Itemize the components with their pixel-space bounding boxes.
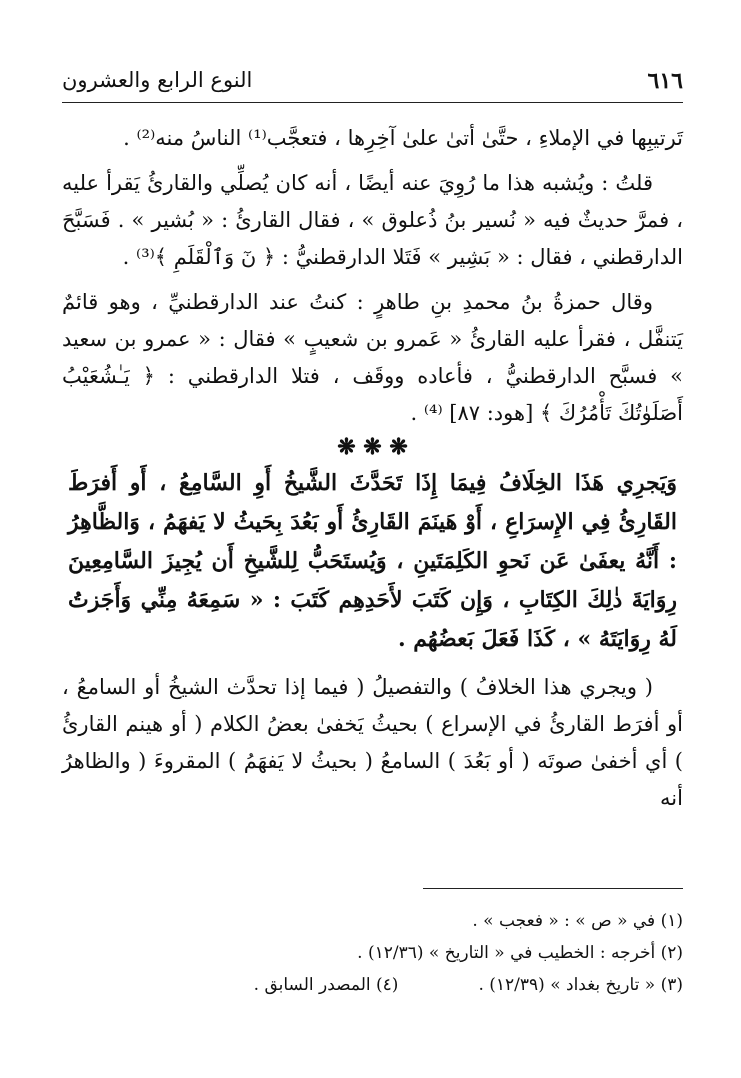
footnote-4: (٤) المصدر السابق . [253,975,399,995]
footnotes [62,905,683,1001]
paragraph-3: وقال حمزةُ بنُ محمدِ بنِ طاهرٍ : كنتُ عند الدارقطنيِّ ، وهو قائمٌ يَتنفَّل ، فقرأ عليه القارئُ « عَمرو بن شعيبٍ » فقال : « عمرو بن سعيد » فسبَّح الدارقطنيُّ ، فأعاده ووقَف ، فتلا الدارقطني : ﴿ يَـٰشُعَيْبُ أَصَلَوٰتُكَ تَأْمُرُكَ ﴾ [هود: ٨٧] ⁽⁴⁾ . [62,290,683,425]
paragraph-2: قلتُ : ويُشبه هذا ما رُوِيَ عنه أيضًا ، أنه كان يُصلِّي والقارئُ يَقرأ عليه ، فمرَّ حديثٌ فيه « نُسير بنُ ذُعلوق » ، فقال القارئُ : « بُشير » . فَسَبَّحَ الدارقطني ، فقال : « بَشِير » فَتَلا الدارقطنيُّ : ﴿ نٓ وَٱلْقَلَمِ ﴾⁽³⁾ . [62,171,683,269]
paragraph-1: تَرتيبِها في الإملاءِ ، حتَّىٰ أتىٰ علىٰ آخِرِها ، فتعجَّب⁽¹⁾ الناسُ منه⁽²⁾ . [123,126,683,150]
footnote-2: (٢) أخرجه : الخطيب في « التاريخ » (١٢/٣٦) . [357,943,683,963]
footnote-3: (٣) « تاريخ بغداد » (١٢/٣٩) . [478,975,683,995]
matn-text: وَيَجرِي هَذَا الخِلَافُ فِيمَا إِذَا تَحَدَّثَ الشَّيخُ أَوِ السَّامِعُ ، أَو أَفرَطَ القَارِئُ فِي الإِسرَاعِ ، أَوْ هَينَمَ القَارِئُ أَو بَعُدَ بِحَيثُ لا يَفهَمُ ، وَالظَّاهِرُ : أَنَّهُ يعفَىٰ عَن نَحوِ الكَلِمَتَينِ ، وَيُستَحَبُّ لِلشَّيخِ أَن يُجِيزَ السَّامِعِينَ رِوَايَةَ ذٰلِكَ الكِتَابِ ، وَإِن كَتَبَ لأَحَدِهِم كَتَبَ : « سَمِعَهُ مِنِّي وَأَجَزتُ لَهُ رِوَايَتَهُ » ، كَذَا فَعَلَ بَعضُهُم . [68,470,677,652]
page-body [62,120,683,817]
footnote-row [62,969,683,1001]
section-separator: ❋ ❋ ❋ [337,434,408,460]
page-number: ٦١٦ [647,68,683,94]
commentary-text: ( ويجري هذا الخلافُ ) والتفصيلُ ( فيما إذا تحدَّث الشيخُ أو السامعُ ، أو أفرَط القارئُ في الإسراع ) بحيثُ يَخفىٰ بعضُ الكلام ( أو هينم القارئُ ) أي أخفىٰ صوتَه ( أو بَعُدَ ) السامعُ ( بحيثُ لا يَفهَمُ ) المقروءَ ( والظاهرُ أنه [62,675,683,810]
footnote-1: (١) في « ص » : « فعجب » . [472,911,683,931]
running-title: النوع الرابع والعشرون [62,68,253,92]
footnote-divider [423,888,683,889]
page-header [62,62,683,103]
